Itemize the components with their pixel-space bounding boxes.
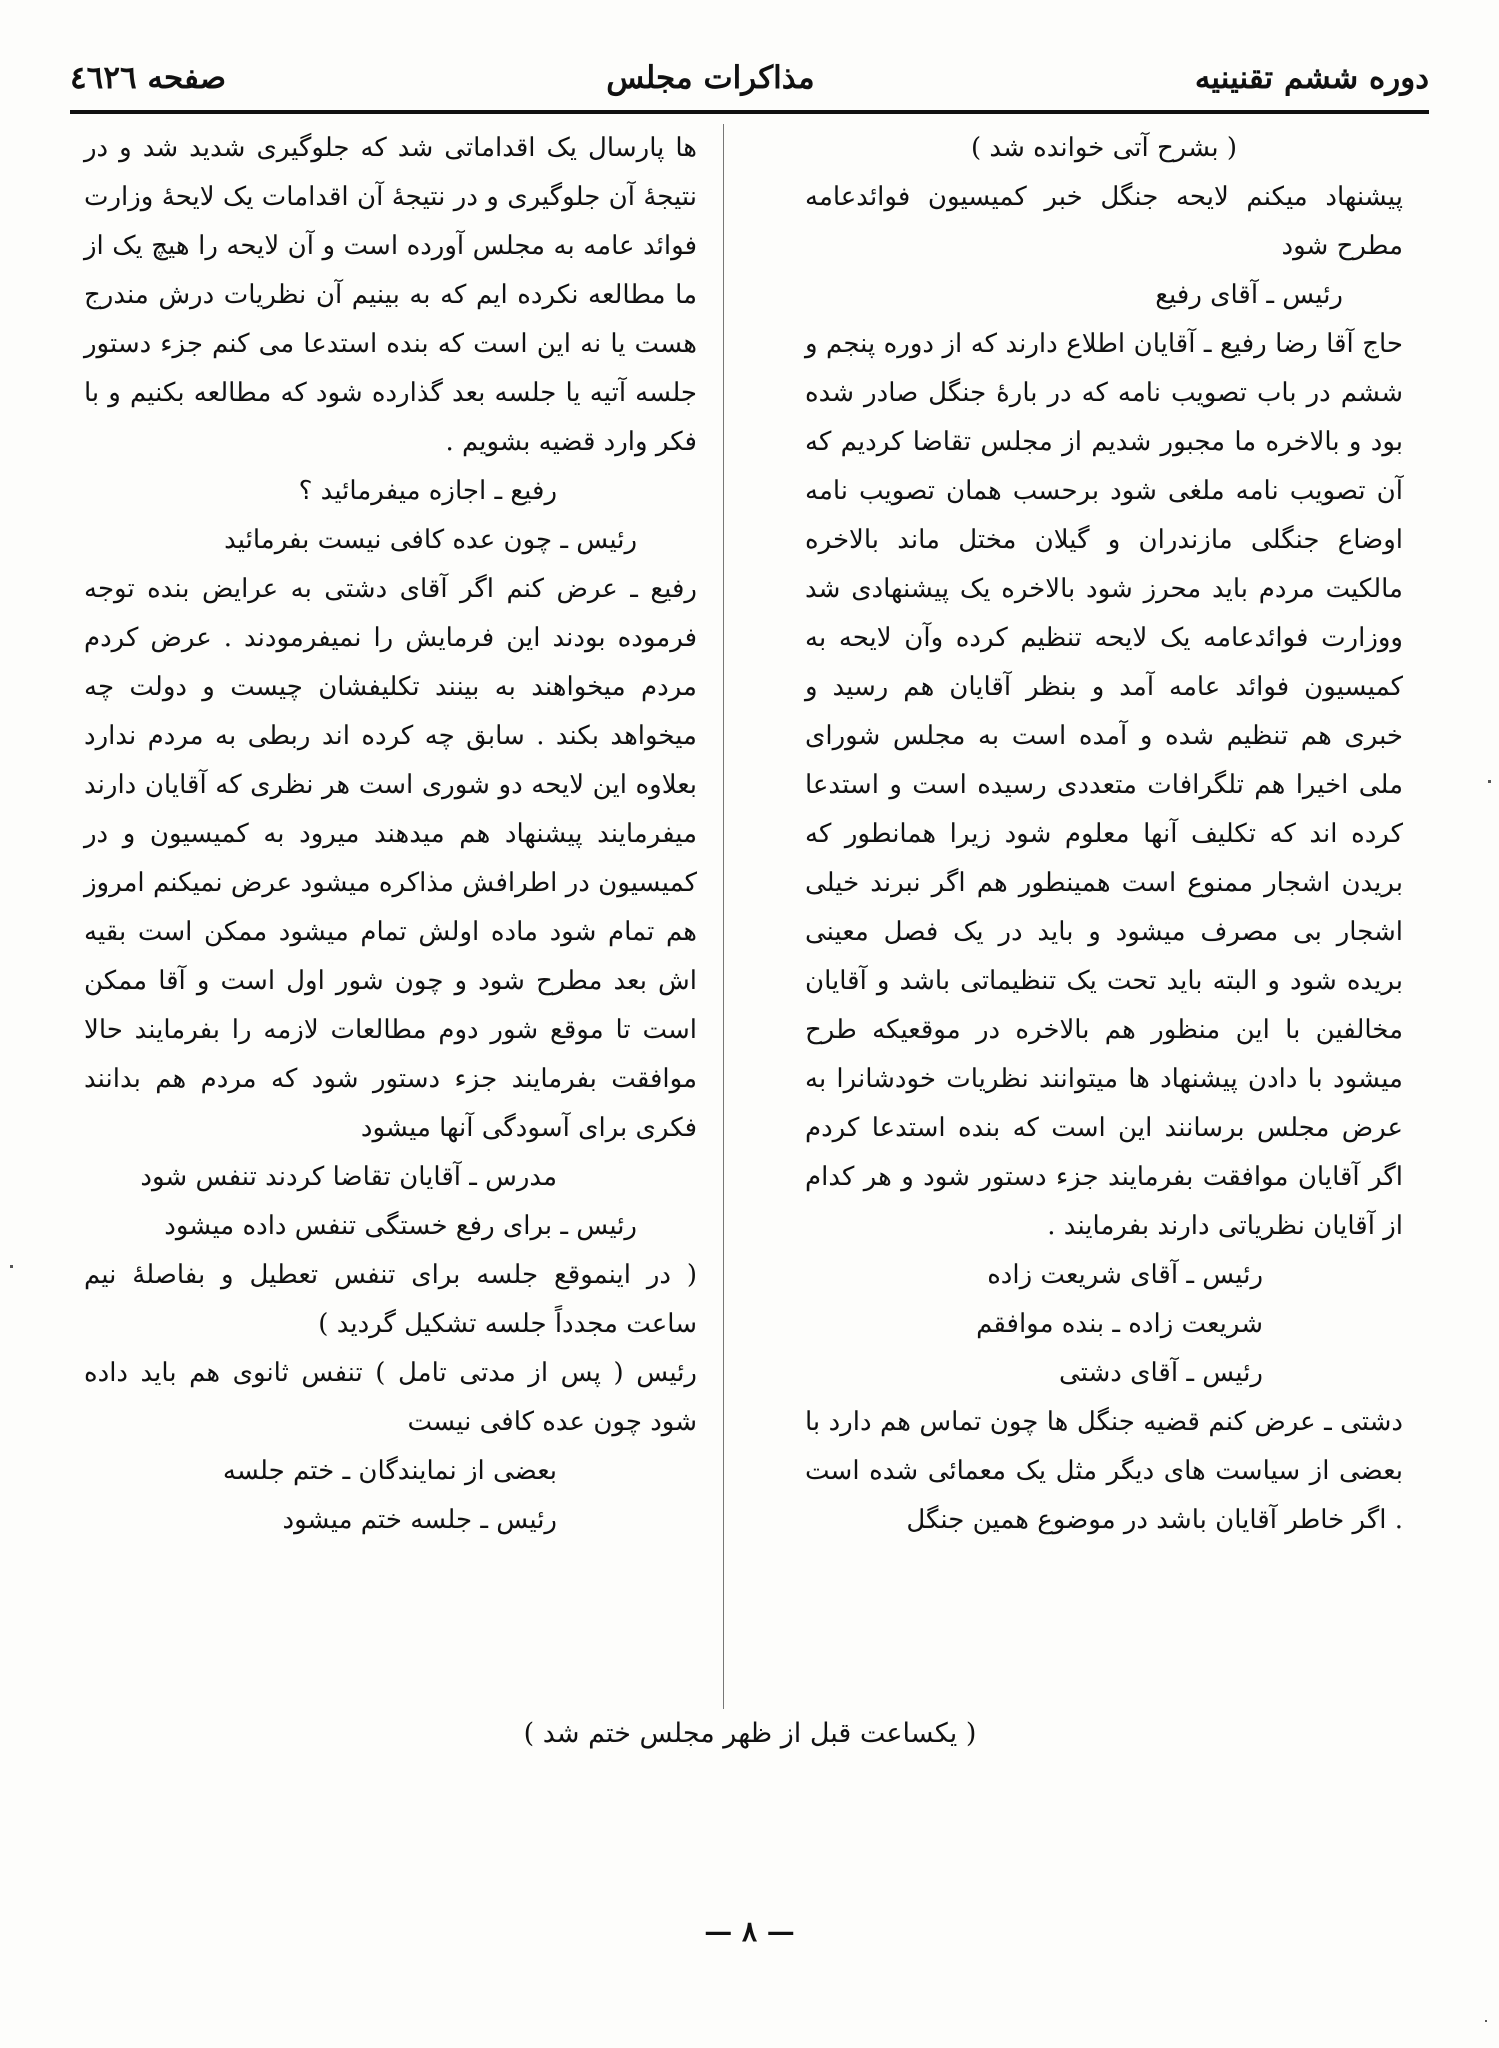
- left-paragraph: رئیس ( پس از مدتی تامل ) تنفس ثانوی هم باید داده شود چون عده کافی نیست: [84, 1358, 697, 1437]
- closing-note: ( یکساعت قبل از ظهر مجلس ختم شد ): [523, 1718, 977, 1749]
- left-paragraph: رئیس ـ جلسه ختم میشود: [282, 1505, 557, 1535]
- left-paragraph: بعضی از نمایندگان ـ ختم جلسه: [222, 1456, 557, 1486]
- right-paragraph: دشتی ـ عرض کنم قضیه جنگل ها چون تماس هم دارد با بعضی از سیاست های دیگر مثل یک معمائی شده است . اگر خاطر آقایان باشد در موضوع همین جنگل: [805, 1407, 1403, 1535]
- left-paragraph: مدرس ـ آقایان تقاضا کردند تنفس شود: [140, 1162, 557, 1192]
- header-rule: [70, 110, 1429, 114]
- page-number: — ٨ —: [704, 1915, 795, 1948]
- left-paragraph: ( در اینموقع جلسه برای تنفس تعطیل و بفاصلهٔ نیم ساعت مجدداً جلسه تشکیل گردید ): [84, 1260, 697, 1339]
- left-paragraph: ها پارسال یک اقداماتی شد که جلوگیری شدید شد و در نتیجهٔ آن جلوگیری و در نتیجهٔ آن اقدامات یک لایحهٔ وزارت فوائد عامه به مجلس آورده است و آن لایحه را هیچ یک از ما مطالعه نکرده ایم که به بینیم آن نظریات درش مندرج هست یا نه این است که بنده استدعا می کنم جزء دستور جلسه آتیه یا جلسه بعد گذارده شود که مطالعه بکنیم و با فکر وارد قضیه بشویم .: [84, 133, 697, 457]
- publication-title: مذاکرات مجلس: [606, 60, 815, 96]
- page-label: صفحه ٤٦٢٦: [70, 60, 227, 96]
- right-column: [805, 124, 1403, 1545]
- right-paragraph: ( بشرح آتی خوانده شد ): [971, 133, 1237, 163]
- column-divider: [723, 124, 724, 1709]
- right-paragraph: شریعت زاده ـ بنده موافقم: [976, 1309, 1263, 1339]
- scan-edge-mark: [1485, 2020, 1487, 2022]
- right-paragraph: پیشنهاد میکنم لایحه جنگل خبر کمیسیون فوائدعامه مطرح شود: [805, 182, 1403, 261]
- right-paragraph: رئیس ـ آقای دشتی: [1058, 1358, 1263, 1388]
- scan-edge-mark: [1488, 780, 1491, 783]
- left-paragraph: رفیع ـ اجازه میفرمائید ؟: [298, 476, 557, 506]
- right-paragraph: حاج آقا رضا رفیع ـ آقایان اطلاع دارند که از دوره پنجم و ششم در باب تصویب نامه که در بارهٔ جنگل صادر شده بود و بالاخره ما مجبور شدیم از مجلس تقاضا کردیم که آن تصویب نامه ملغی شود برحسب همان تصویب نامه اوضاع جنگلی مازندران و گیلان مختل ماند بالاخره مالکیت مردم باید محرز شود بالاخره یک پیشنهادی شد ووزارت فوائدعامه یک لایحه تنظیم کرده وآن لایحه به کمیسیون فوائد عامه آمد و بنظر آقایان هم رسید و خبری هم تنظیم شده و آمده است به مجلس شورای ملی اخیرا هم تلگرافات متعددی رسیده است و استدعا کرده اند که تکلیف آنها معلوم شود زیرا همانطور که بریدن اشجار ممنوع است همینطور هم اگر نبرند خیلی اشجار بی مصرف میشود و باید در یک فصل معینی بریده شود و البته باید تحت یک تنظیماتی باشد و آقایان مخالفین با این منظور هم بالاخره در موقعیکه طرح میشود با دادن پیشنهاد ها میتوانند نظریات خودشانرا به عرض مجلس برسانند این است که بنده استدعا کردم اگر آقایان موافقت بفرمایند جزء دستور شود و هر کدام از آقایان نظریاتی دارند بفرمایند .: [805, 329, 1403, 1241]
- left-paragraph: رئیس ـ برای رفع خستگی تنفس داده میشود: [164, 1211, 637, 1241]
- left-column: [84, 124, 697, 1545]
- page-header: [70, 48, 1429, 108]
- left-paragraph: رئیس ـ چون عده کافی نیست بفرمائید: [224, 525, 637, 555]
- left-paragraph: رفیع ـ عرض کنم اگر آقای دشتی به عرایض بنده توجه فرموده بودند این فرمایش را نمیفرمودند . عرض کردم مردم میخواهند به بینند تکلیفشان چیست و دولت چه میخواهد بکند . سابق چه کرده اند ربطی به مردم ندارد بعلاوه این لایحه دو شوری است هر نظری که آقایان دارند میفرمایند پیشنهاد هم میدهند میرود به کمیسیون و در کمیسیون در اطرافش مذاکره میشود عرض نمیکنم امروز هم تمام شود ماده اولش تمام میشود ممکن است بقیه اش بعد مطرح شود و چون شور اول است و آقا ممکن است تا موقع شور دوم مطالعات لازمه را بفرمایند حالا موافقت بفرمایند جزء دستور شود که مردم هم بدانند فکری برای آسودگی آنها میشود: [84, 574, 697, 1143]
- right-paragraph: رئیس ـ آقای رفیع: [1155, 280, 1343, 310]
- scan-edge-mark: [10, 1265, 13, 1268]
- right-paragraph: رئیس ـ آقای شریعت زاده: [987, 1260, 1263, 1290]
- session-label: دوره ششم تقنینیه: [1194, 60, 1429, 96]
